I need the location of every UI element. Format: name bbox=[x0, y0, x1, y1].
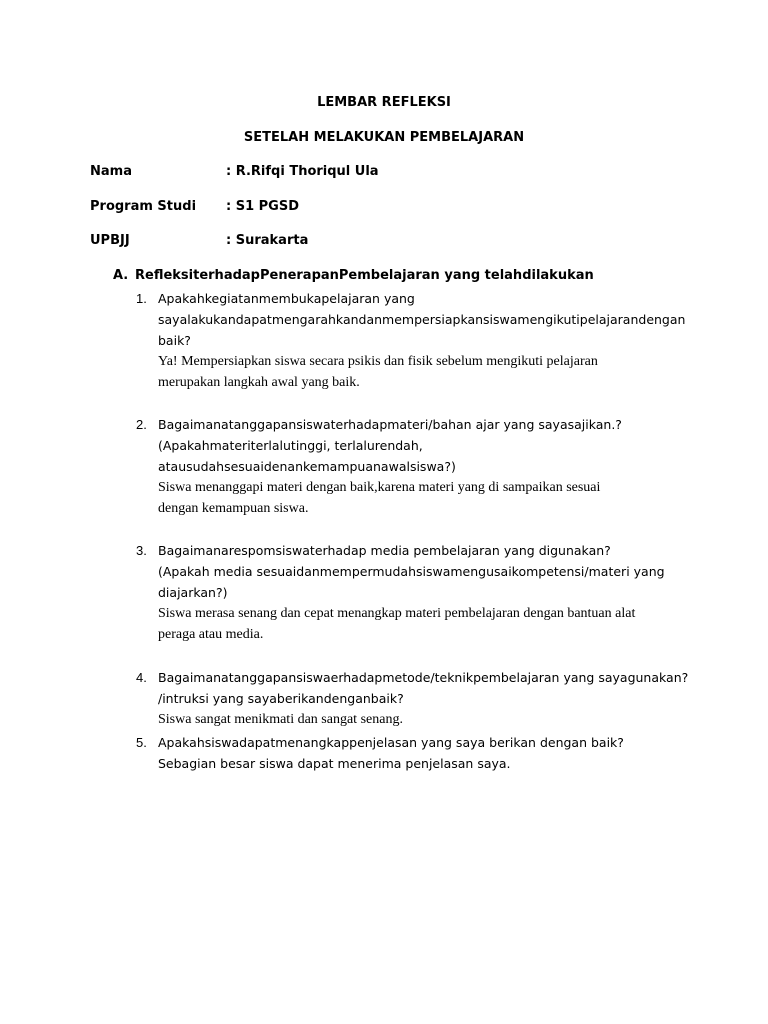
question-line: baik? bbox=[158, 333, 191, 348]
document-subtitle: SETELAH MELAKUKAN PEMBELAJARAN bbox=[243, 130, 525, 145]
answer-line: Ya! Mempersiapkan siswa secara psikis dan fisik sebelum mengikuti pelajaran bbox=[158, 354, 598, 369]
item-number: 4. bbox=[136, 670, 147, 685]
section-a-heading bbox=[113, 268, 594, 283]
question-line: Apakahkegiatanmembukapelajaran yang bbox=[158, 291, 415, 306]
field-upbjj bbox=[90, 233, 308, 248]
list-item-4 bbox=[136, 667, 696, 730]
question-line: /intruksi yang sayaberikandenganbaik? bbox=[158, 691, 404, 706]
question-line: diajarkan?) bbox=[158, 585, 228, 600]
document-title: LEMBAR REFLEKSI bbox=[317, 95, 451, 110]
question-line: sayalakukandapatmengarahkandanmempersiapkansiswamengikutipelajarandengan bbox=[158, 312, 686, 327]
answer-line: merupakan langkah awal yang baik. bbox=[158, 375, 360, 390]
field-label: Program Studi bbox=[90, 199, 197, 214]
field-label: Nama bbox=[90, 164, 132, 179]
list-item-5 bbox=[136, 732, 696, 774]
section-title: RefleksiterhadapPenerapanPembelajaran yang telahdilakukan bbox=[135, 268, 594, 283]
field-value: : R.Rifqi Thoriqul Ula bbox=[226, 164, 379, 179]
field-label: UPBJJ bbox=[90, 233, 130, 248]
item-number: 3. bbox=[136, 543, 147, 558]
field-program-studi bbox=[90, 199, 299, 214]
question-line: (Apakahmateriterlalutinggi, terlalurendah, bbox=[158, 438, 423, 453]
question-line: atausudahsesuaidenankemampuanawalsiswa?) bbox=[158, 459, 456, 474]
list-item-1 bbox=[136, 288, 696, 393]
question-line: Bagaimanarespomsiswaterhadap media pembelajaran yang digunakan? bbox=[158, 543, 611, 558]
field-value: : S1 PGSD bbox=[226, 199, 300, 214]
field-value: : Surakarta bbox=[226, 233, 309, 248]
answer-line: Siswa merasa senang dan cepat menangkap materi pembelajaran dengan bantuan alat bbox=[158, 606, 636, 621]
section-letter: A. bbox=[113, 268, 129, 283]
answer-line: dengan kemampuan siswa. bbox=[158, 501, 309, 516]
item-number: 2. bbox=[136, 417, 147, 432]
question-line: Apakahsiswadapatmenangkappenjelasan yang saya berikan dengan baik? bbox=[158, 735, 624, 750]
item-number: 5. bbox=[136, 735, 147, 750]
question-line: (Apakah media sesuaidanmempermudahsiswamengusaikompetensi/materi yang bbox=[158, 564, 665, 579]
question-line: Bagaimanatanggapansiswaterhadapmateri/bahan ajar yang sayasajikan.? bbox=[158, 417, 622, 432]
question-line: Bagaimanatanggapansiswaerhadapmetode/teknikpembelajaran yang sayagunakan? bbox=[158, 670, 689, 685]
answer-line: Siswa menanggapi materi dengan baik,karena materi yang di sampaikan sesuai bbox=[158, 480, 601, 495]
list-item-3 bbox=[136, 540, 696, 645]
field-nama bbox=[90, 164, 379, 179]
answer-line: Sebagian besar siswa dapat menerima penjelasan saya. bbox=[158, 756, 511, 771]
answer-line: peraga atau media. bbox=[158, 627, 264, 642]
item-number: 1. bbox=[136, 291, 147, 306]
answer-line: Siswa sangat menikmati dan sangat senang. bbox=[158, 712, 403, 727]
list-item-2 bbox=[136, 414, 696, 519]
